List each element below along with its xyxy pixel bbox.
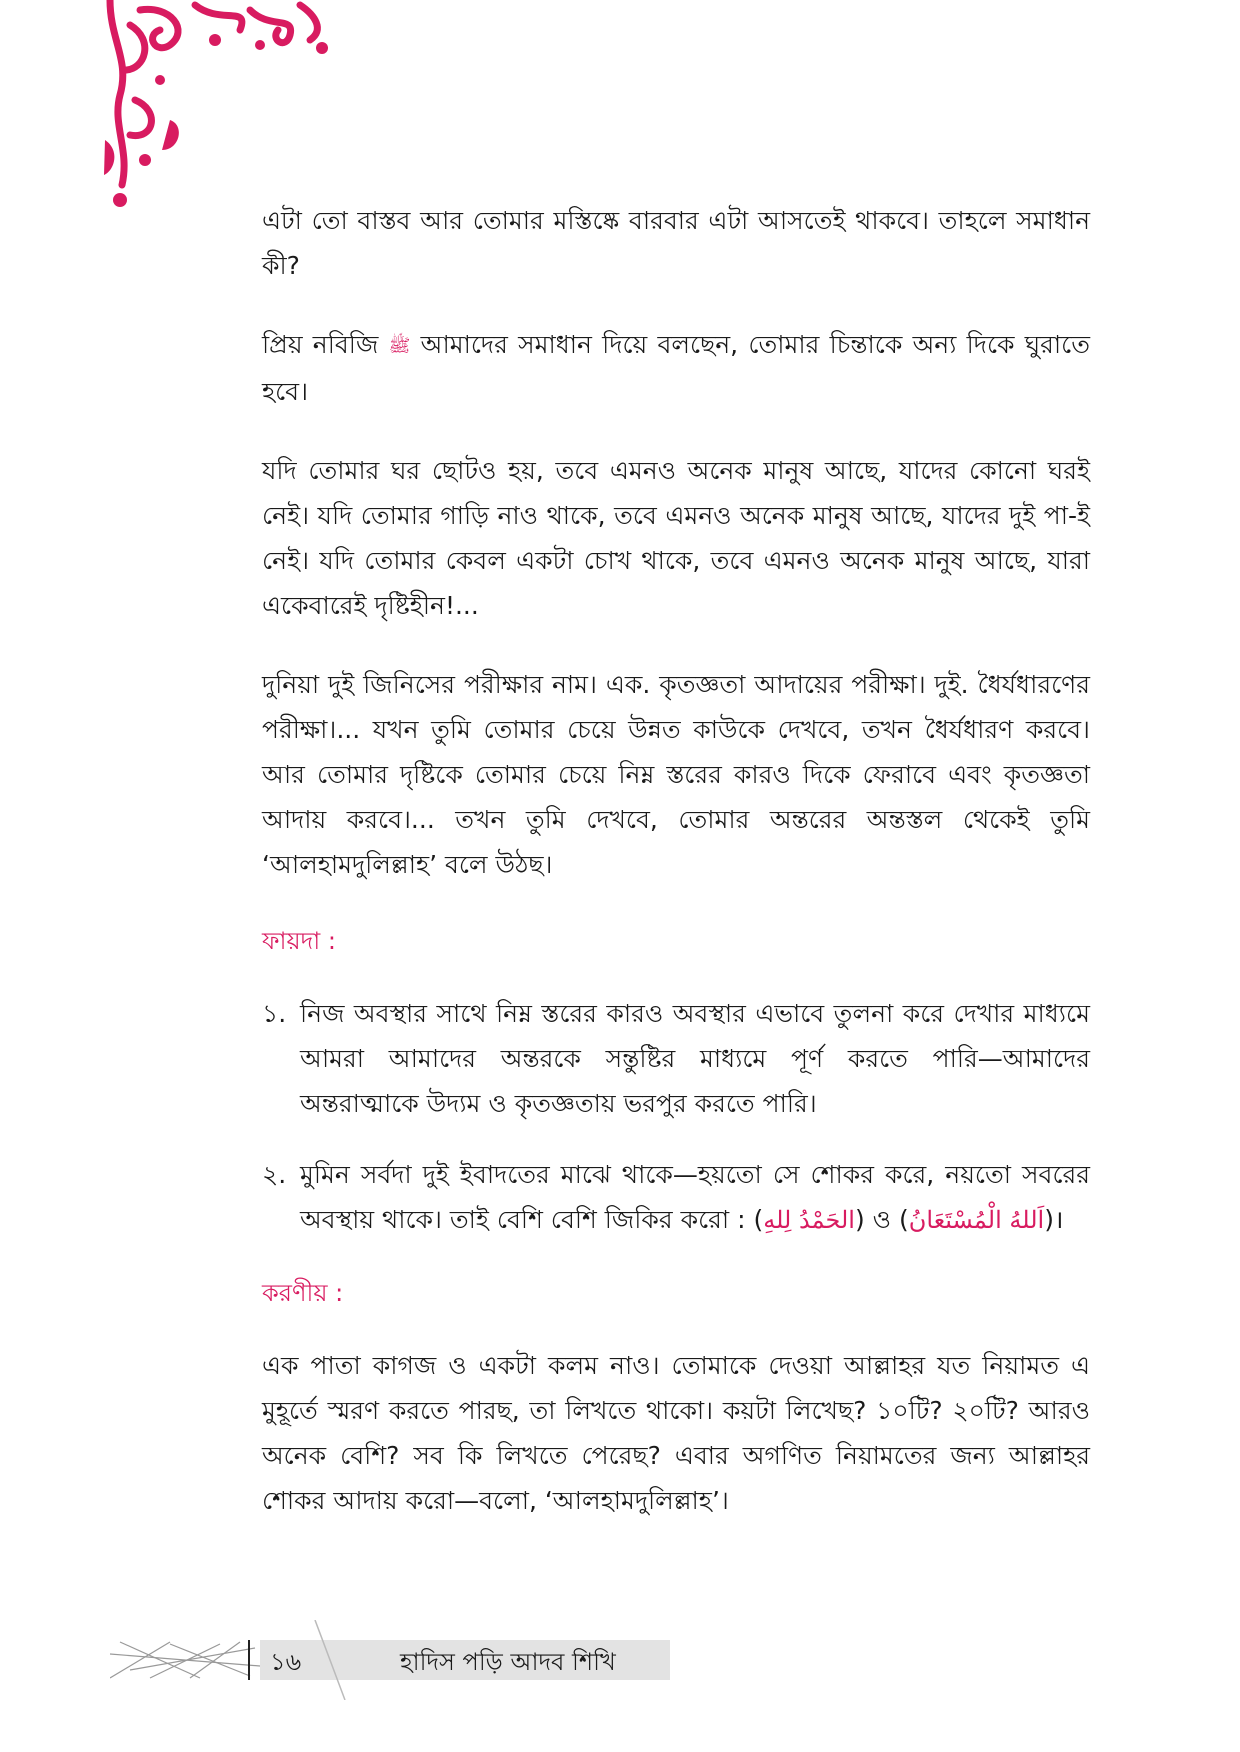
list-item-number: ২. <box>262 1159 287 1189</box>
page-body <box>262 198 1090 1557</box>
nabi-text-after: আমাদের সমাধান দিয়ে বলছেন, তোমার চিন্তাকে অন্য দিকে ঘুরাতে হবে। <box>262 330 1090 406</box>
paragraph-test-of-world: দুনিয়া দুই জিনিসের পরীক্ষার নাম। এক. কৃতজ্ঞতা আদায়ের পরীক্ষা। দুই. ধৈর্যধারণের পরীক্ষা।... যখন তুমি তোমার চেয়ে উন্নত কাউকে দেখবে, তখন ধৈর্যধারণ করবে। আর তোমার দৃষ্টিকে তোমার চেয়ে নিম্ন স্তরের কারও দিকে ফেরাবে এবং কৃতজ্ঞতা আদায় করবে।... তখন তুমি দেখবে, তোমার অন্তরের অন্তস্তল থেকেই তুমি ‘আলহামদুলিল্লাহ’ বলে উঠছ। <box>262 669 1090 879</box>
faida-list <box>262 991 1090 1243</box>
list-item-text: মুমিন সর্বদা দুই ইবাদতের মাঝে থাকে—হয়তো সে শোকর করে, নয়তো সবরের অবস্থায় থাকে। তাই বেশি বেশি জিকির করো : <box>300 1159 1090 1234</box>
arabic-allahul-mustaan: اَللهُ الْمُسْتَعَانُ <box>908 1205 1045 1234</box>
paragraph-intro: এটা তো বাস্তব আর তোমার মস্তিষ্কে বারবার এটা আসতেই থাকবে। তাহলে সমাধান কী? <box>262 206 1090 280</box>
faida-heading: ফায়দা : <box>262 926 336 955</box>
paragraph-nabi-solution <box>262 322 1090 414</box>
paragraph-koroniyo: এক পাতা কাগজ ও একটা কলম নাও। তোমাকে দেওয়া আল্লাহর যত নিয়ামত এ মুহূর্তে স্মরণ করতে পারছ, তা লিখতে থাকো। কয়টা লিখেছ? ১০টি? ২০টি? আরও অনেক বেশি? সব কি লিখতে পেরেছ? এবার অগণিত নিয়ামতের জন্য আল্লাহর শোকর আদায় করো—বলো, ‘আলহামদুলিল্লাহ’। <box>262 1350 1090 1515</box>
list-item-conjunction: ও <box>872 1204 892 1234</box>
nabi-text-before: প্রিয় নবিজি <box>262 330 379 359</box>
koroniyo-heading: করণীয় : <box>262 1278 344 1307</box>
book-title: হাদিস পড়ি আদব শিখি <box>400 1648 616 1676</box>
footer-line-pattern <box>110 1640 260 1680</box>
list-item-end: । <box>1053 1204 1064 1234</box>
list-item <box>262 991 1090 1126</box>
footer-divider <box>310 1620 350 1700</box>
list-item-text: নিজ অবস্থার সাথে নিম্ন স্তরের কারও অবস্থার এভাবে তুলনা করে দেখার মাধ্যমে আমরা আমাদের অন্তরকে সন্তুষ্টির মাধ্যমে পূর্ণ করতে পারি—আমাদের অন্তরাত্মাকে উদ্যম ও কৃতজ্ঞতায় ভরপুর করতে পারি। <box>300 998 1090 1118</box>
list-item: ২. মুমিন সর্বদা দুই ইবাদতের মাঝে থাকে—হয়তো সে শোকর করে, নয়তো সবরের অবস্থায় থাকে। তাই বেশি বেশি জিকির করো : (الحَمْدُ لِلهِ) ও (اَللهُ الْمُسْتَعَانُ)। <box>262 1152 1090 1243</box>
paragraph-comparison: যদি তোমার ঘর ছোটও হয়, তবে এমনও অনেক মানুষ আছে, যাদের কোনো ঘরই নেই। যদি তোমার গাড়ি নাও থাকে, তবে এমনও অনেক মানুষ আছে, যাদের দুই পা-ই নেই। যদি তোমার কেবল একটা চোখ থাকে, তবে এমনও অনেক মানুষ আছে, যারা একেবারেই দৃষ্টিহীন!... <box>262 455 1090 620</box>
salawat-symbol: ﷺ <box>388 335 411 357</box>
page-number: ১৬ <box>270 1648 302 1676</box>
arabic-alhamdulillah: الحَمْدُ لِلهِ <box>763 1205 855 1234</box>
list-item-number: ১. <box>262 998 287 1028</box>
page-footer <box>110 1640 670 1680</box>
corner-floral-ornament <box>100 0 330 215</box>
